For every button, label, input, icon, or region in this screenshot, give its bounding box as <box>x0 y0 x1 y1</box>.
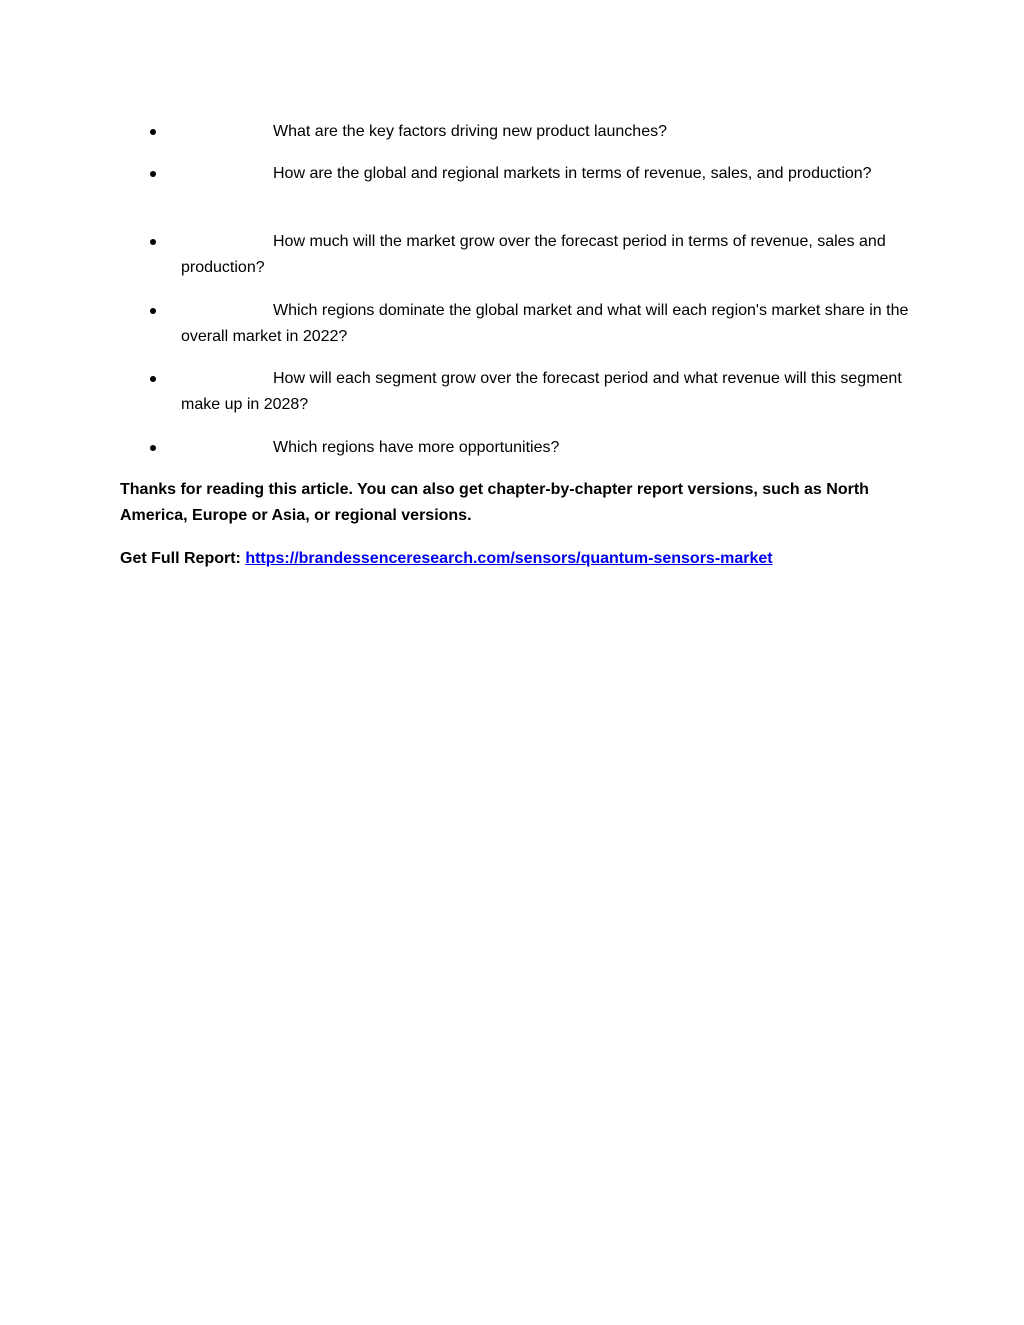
bullet-icon <box>150 129 156 135</box>
list-item <box>150 435 910 461</box>
full-report-label: Get Full Report: <box>120 550 246 567</box>
full-report-line <box>120 546 910 572</box>
list-item-text: How are the global and regional markets in terms of revenue, sales, and production? <box>273 165 872 182</box>
full-report-link[interactable]: https://brandessenceresearch.com/sensors/quantum-sensors-market <box>245 550 773 567</box>
bullet-icon <box>150 171 156 177</box>
list-item <box>150 161 910 187</box>
bullet-icon <box>150 308 156 314</box>
list-item-text: Which regions dominate the global market and what will each region's market share in the overall market in 2022? <box>181 302 909 345</box>
list-item <box>150 229 910 281</box>
list-item <box>150 119 910 145</box>
list-item-text: How will each segment grow over the forecast period and what revenue will this segment make up in 2028? <box>181 370 902 413</box>
bullet-icon <box>150 445 156 451</box>
thanks-paragraph: Thanks for reading this article. You can also get chapter-by-chapter report versions, such as North America, Europe or Asia, or regional versions. <box>120 481 869 524</box>
list-item-text: Which regions have more opportunities? <box>273 439 560 456</box>
list-item <box>150 366 910 418</box>
list-item-text: What are the key factors driving new product launches? <box>273 123 667 140</box>
list-item <box>150 298 910 350</box>
bullet-icon <box>150 239 156 245</box>
bullet-icon <box>150 376 156 382</box>
list-item-text: How much will the market grow over the forecast period in terms of revenue, sales and production? <box>181 233 886 276</box>
